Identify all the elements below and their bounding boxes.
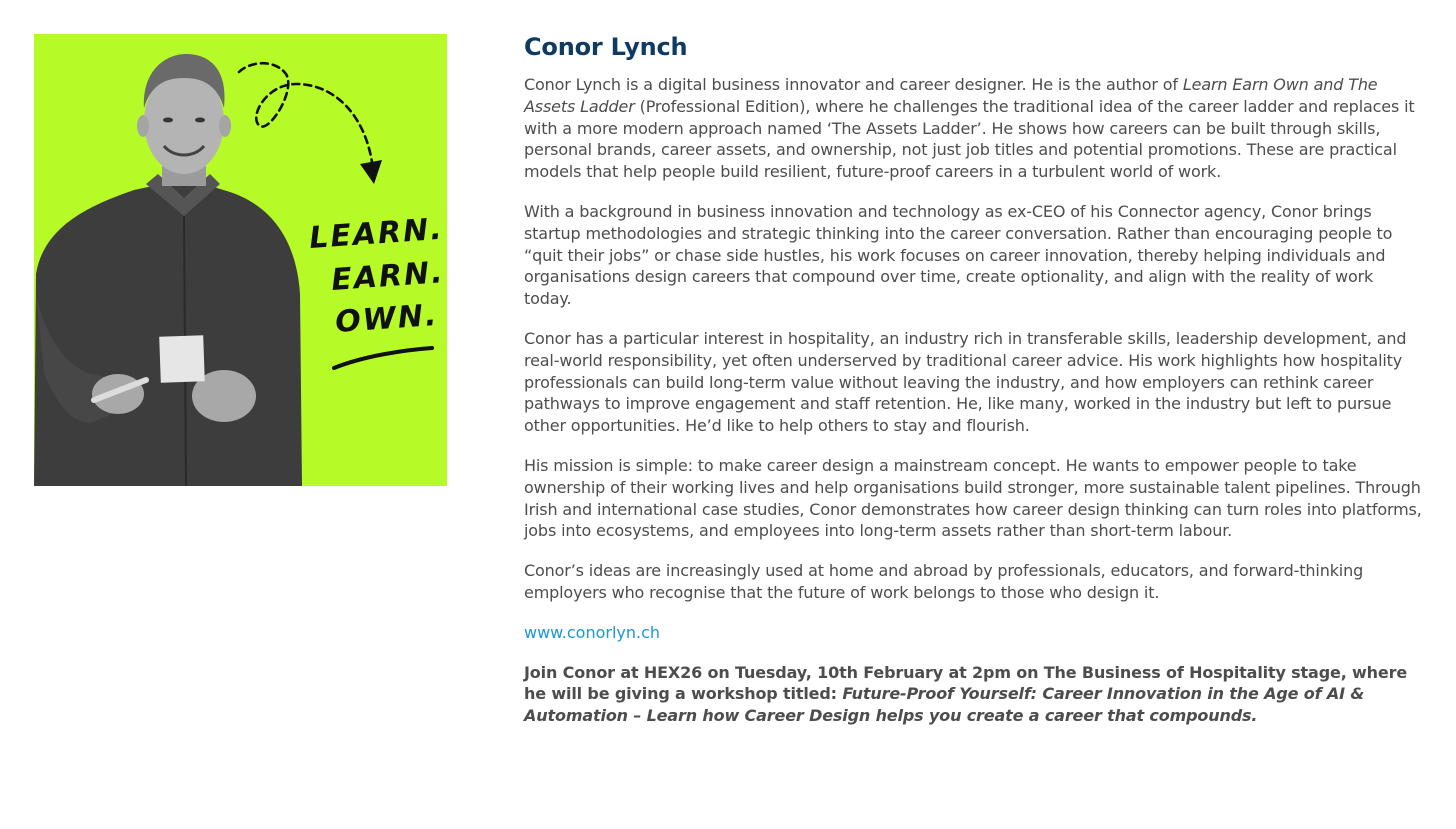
book-title: Learn Earn Own and The Assets Ladder xyxy=(524,75,1378,116)
slogan-line-1: LEARN. xyxy=(308,211,445,256)
workshop-title: Future-Proof Yourself: Career Innovation in the Age of AI & Automation – Learn how Career Design helps you create a career that compounds. xyxy=(524,684,1365,726)
person-figure xyxy=(34,54,302,486)
bio-paragraph-2: With a background in business innovation and technology as ex-CEO of his Connector agency, Conor brings startup methodologies and strategic thinking into the career conversation. Rather than encouraging people to “quit their jobs” or chase side hustles, his work focuses on career innovation, thereby helping individuals and organisations design careers that compound over time, create optionality, and align with the reality of work today. xyxy=(524,201,1393,309)
bio-paragraph-4: His mission is simple: to make career design a mainstream concept. He wants to empower people to take ownership of their working lives and help organisations build stronger, more sustainable talent pipelines. Through Irish and international case studies, Conor demonstrates how career design thinking can turn roles into platforms, jobs into ecosystems, and employees into long-term assets rather than short-term labour. xyxy=(524,455,1422,541)
bio-paragraph-1 xyxy=(524,74,1424,183)
bio-p1-intro: Conor Lynch is a digital business innovator and career designer. He is the author of xyxy=(524,75,1183,94)
arrow-head-icon xyxy=(360,160,382,184)
slogan xyxy=(308,212,445,340)
author-photo xyxy=(34,34,447,486)
slogan-line-2: EARN. xyxy=(330,255,446,298)
event-details: Join Conor at HEX26 on Tuesday, 10th February at 2pm on The Business of Hospitality stage, where he will be giving a workshop titled: xyxy=(524,662,1408,704)
author-name: Conor Lynch xyxy=(524,33,688,61)
sticky-note xyxy=(159,335,205,383)
swoosh-underline-icon xyxy=(334,348,432,368)
website-link[interactable]: www.conorlyn.ch xyxy=(524,622,661,642)
event-announcement xyxy=(524,662,1424,727)
bio-paragraph-5: Conor’s ideas are increasingly used at home and abroad by professionals, educators, and forward-thinking employers who recognise that the future of work belongs to those who design it. xyxy=(524,561,1364,602)
bio-section xyxy=(524,30,1424,727)
author-photo-illustration xyxy=(34,34,447,486)
bio-p1-rest: (Professional Edition), where he challenges the traditional idea of the career ladder and replaces it with a more modern approach named ‘The Assets Ladder’. He shows how careers can be built through skills, personal brands, career assets, and ownership, not just job titles and potential promotions. These are practical models that help people build resilient, future-proof careers in a turbulent world of work. xyxy=(524,96,1415,182)
bio-paragraph-3: Conor has a particular interest in hospitality, an industry rich in transferable skills, leadership development, and real-world responsibility, yet often underserved by traditional career advice. His work highlights how hospitality professionals can build long-term value without leaving the industry, and how employers can rethink career pathways to improve engagement and staff retention. He, like many, worked in the industry but left to pursue other opportunities. He’d like to help others to stay and flourish. xyxy=(524,328,1407,436)
dashed-arrow-icon xyxy=(239,63,372,162)
slogan-line-3: OWN. xyxy=(334,297,440,340)
